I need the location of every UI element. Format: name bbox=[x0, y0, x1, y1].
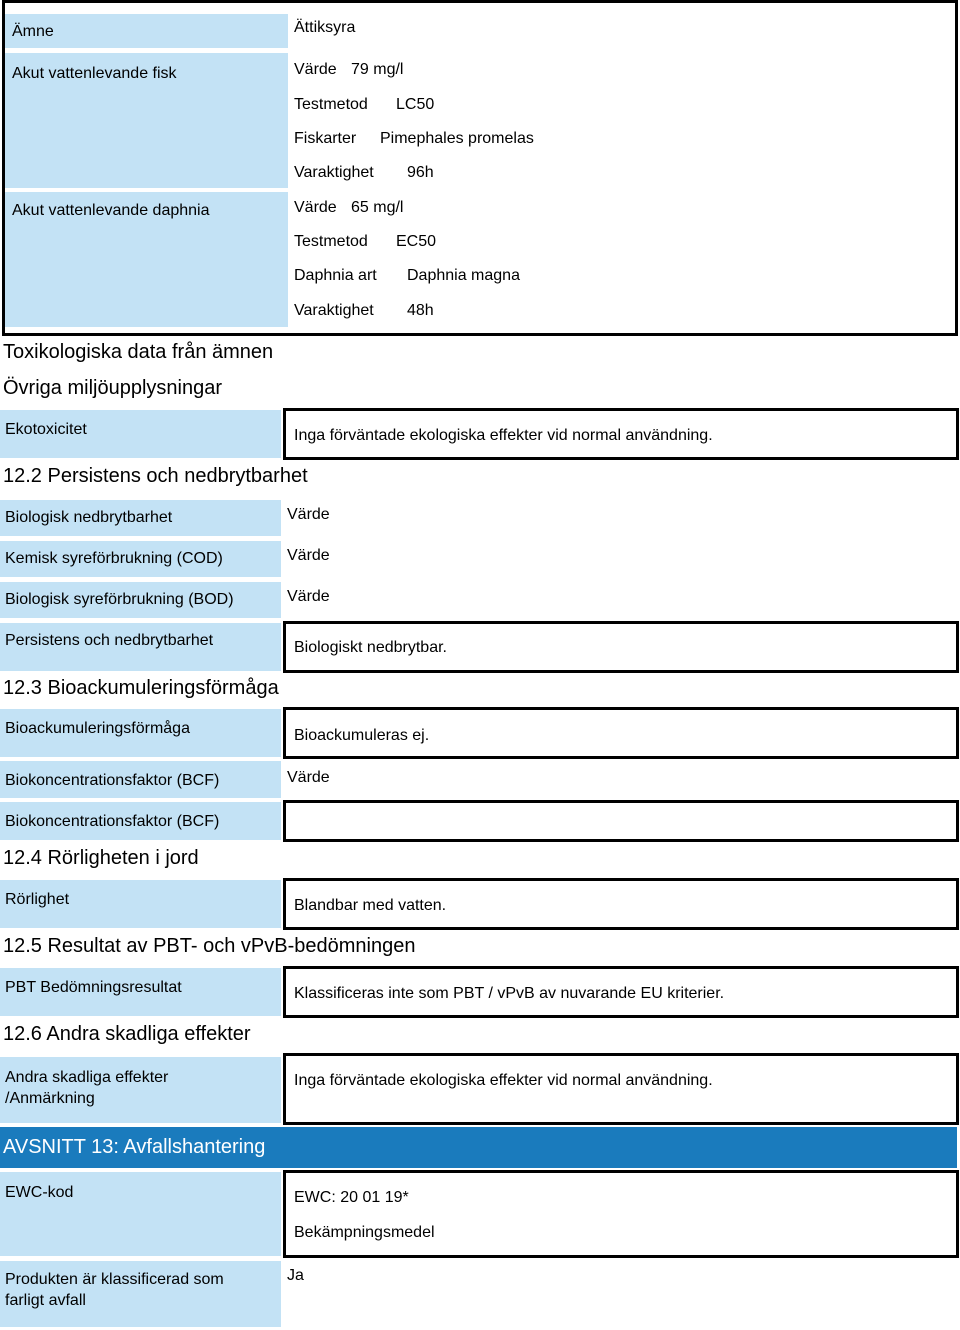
section-12-4-heading: 12.4 Rörligheten i jord bbox=[3, 847, 199, 869]
daphnia-species: Daphnia magna bbox=[407, 267, 520, 284]
fish-method: LC50 bbox=[396, 96, 435, 113]
bcf1-value: Värde bbox=[287, 769, 330, 786]
ewc-label-cell: EWC-kod bbox=[0, 1172, 281, 1256]
daphnia-method: EC50 bbox=[396, 233, 437, 250]
daphnia-duration-label: Varaktighet bbox=[294, 302, 374, 319]
mobility-value: Blandbar med vatten. bbox=[294, 897, 447, 914]
bcf2-value-box bbox=[283, 800, 959, 842]
daphnia-method-label: Testmetod bbox=[294, 233, 368, 250]
daphnia-value: 65 mg/l bbox=[351, 199, 404, 216]
pbt-label-cell: PBT Bedömningsresultat bbox=[0, 968, 281, 1016]
cod-value: Värde bbox=[287, 547, 330, 564]
ewc-description: Bekämpningsmedel bbox=[294, 1224, 435, 1241]
substance-value: Ättiksyra bbox=[294, 19, 356, 36]
other-env-heading: Övriga miljöupplysningar bbox=[3, 377, 222, 399]
persistence-label-cell: Persistens och nedbrytbarhet bbox=[0, 623, 281, 671]
section-13-header: AVSNITT 13: Avfallshantering bbox=[0, 1127, 957, 1168]
tox-data-heading: Toxikologiska data från ämnen bbox=[3, 341, 274, 363]
mobility-label-cell: Rörlighet bbox=[0, 880, 281, 928]
substance-label-cell: Ämne bbox=[5, 14, 288, 48]
ewc-value-box bbox=[283, 1170, 959, 1258]
fish-species-label: Fiskarter bbox=[294, 130, 357, 147]
other-effects-label-cell: Andra skadliga effekter /Anmärkning bbox=[0, 1057, 281, 1123]
fish-label-cell: Akut vattenlevande fisk bbox=[5, 53, 288, 188]
section-12-3-heading: 12.3 Bioackumuleringsförmåga bbox=[3, 677, 279, 699]
ecotox-label-cell: Ekotoxicitet bbox=[0, 410, 281, 458]
bio-degradability-value: Värde bbox=[287, 506, 330, 523]
fish-method-label: Testmetod bbox=[294, 96, 368, 113]
hazardous-waste-value: Ja bbox=[287, 1267, 304, 1284]
daphnia-duration: 48h bbox=[407, 302, 434, 319]
bioacc-label-cell: Bioackumuleringsförmåga bbox=[0, 709, 281, 757]
fish-value-label: Värde bbox=[294, 61, 337, 78]
daphnia-label-cell: Akut vattenlevande daphnia bbox=[5, 192, 288, 327]
bioacc-value: Bioackumuleras ej. bbox=[294, 727, 430, 744]
bod-label-cell: Biologisk syreförbrukning (BOD) bbox=[0, 582, 281, 618]
daphnia-value-label: Värde bbox=[294, 199, 337, 216]
fish-species: Pimephales promelas bbox=[380, 130, 534, 147]
bio-degradability-label-cell: Biologisk nedbrytbarhet bbox=[0, 500, 281, 536]
fish-duration-label: Varaktighet bbox=[294, 164, 374, 181]
fish-value: 79 mg/l bbox=[351, 61, 404, 78]
bcf2-label-cell: Biokoncentrationsfaktor (BCF) bbox=[0, 802, 281, 840]
cod-label-cell: Kemisk syreförbrukning (COD) bbox=[0, 541, 281, 577]
ecotox-value: Inga förväntade ekologiska effekter vid normal användning. bbox=[294, 427, 713, 444]
bcf1-label-cell: Biokoncentrationsfaktor (BCF) bbox=[0, 761, 281, 798]
bod-value: Värde bbox=[287, 588, 330, 605]
other-effects-value: Inga förväntade ekologiska effekter vid normal användning. bbox=[294, 1072, 713, 1089]
pbt-value: Klassificeras inte som PBT / vPvB av nuvarande EU kriterier. bbox=[294, 985, 725, 1002]
section-12-5-heading: 12.5 Resultat av PBT- och vPvB-bedömningen bbox=[3, 935, 416, 957]
persistence-value: Biologiskt nedbrytbar. bbox=[294, 639, 447, 656]
daphnia-species-label: Daphnia art bbox=[294, 267, 377, 284]
section-12-2-heading: 12.2 Persistens och nedbrytbarhet bbox=[3, 465, 308, 487]
hazardous-waste-label-cell: Produkten är klassificerad som farligt avfall bbox=[0, 1261, 281, 1327]
section-12-6-heading: 12.6 Andra skadliga effekter bbox=[3, 1023, 251, 1045]
fish-duration: 96h bbox=[407, 164, 434, 181]
ewc-value: EWC: 20 01 19* bbox=[294, 1189, 409, 1206]
